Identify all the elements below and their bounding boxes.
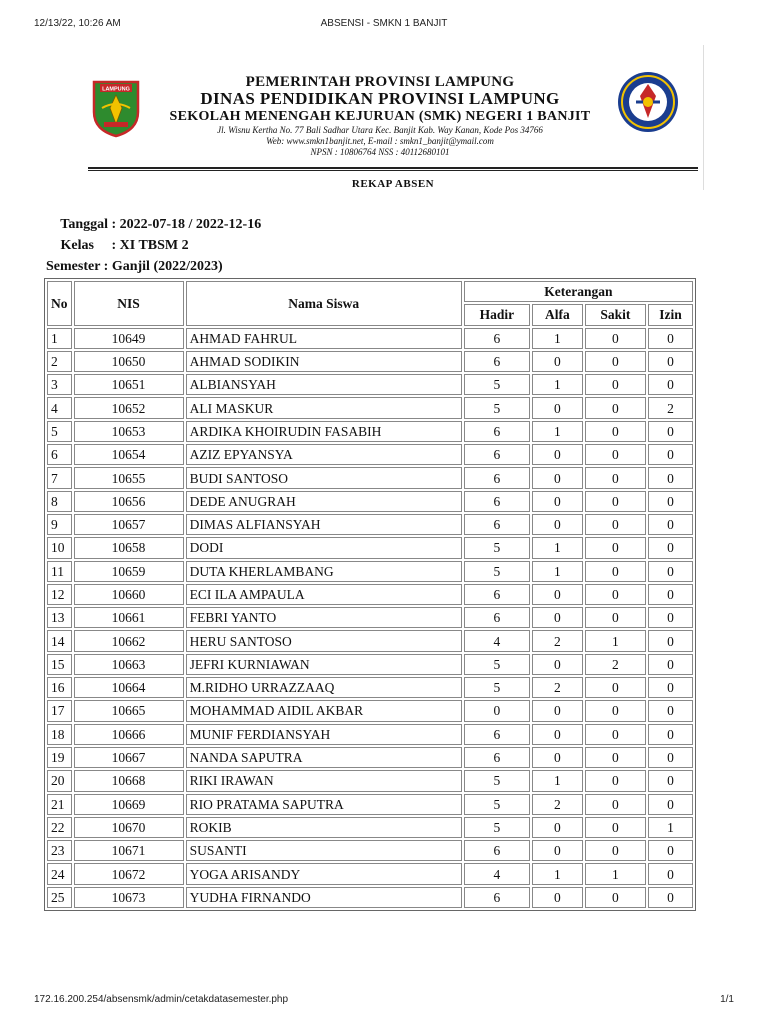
cell-nis: 10670 <box>74 817 184 838</box>
cell-hadir: 6 <box>464 747 530 768</box>
cell-name: MUNIF FERDIANSYAH <box>186 724 462 745</box>
cell-nis: 10668 <box>74 770 184 791</box>
lh-address: Jl. Wisnu Kertha No. 77 Bali Sadhar Utara Kec. Banjit Kab. Way Kanan, Kode Pos 34766 <box>217 125 543 135</box>
cell-hadir: 4 <box>464 630 530 651</box>
cell-sakit: 0 <box>585 397 646 418</box>
cell-sakit: 2 <box>585 654 646 675</box>
cell-izin: 0 <box>648 491 693 512</box>
cell-izin: 0 <box>648 630 693 651</box>
cell-sakit: 0 <box>585 607 646 628</box>
cell-hadir: 6 <box>464 607 530 628</box>
table-row <box>47 724 693 745</box>
cell-sakit: 0 <box>585 817 646 838</box>
cell-no: 14 <box>47 630 72 651</box>
cell-no: 7 <box>47 467 72 488</box>
cell-name: YOGA ARISANDY <box>186 863 462 884</box>
cell-izin: 0 <box>648 584 693 605</box>
cell-nis: 10657 <box>74 514 184 535</box>
cell-name: ALI MASKUR <box>186 397 462 418</box>
cell-name: ALBIANSYAH <box>186 374 462 395</box>
cell-sakit: 0 <box>585 374 646 395</box>
letterhead-rule-thin <box>88 170 698 171</box>
cell-no: 23 <box>47 840 72 861</box>
cell-name: RIKI IRAWAN <box>186 770 462 791</box>
table-row <box>47 887 693 908</box>
attendance-table <box>44 278 696 911</box>
cell-alfa: 0 <box>532 397 583 418</box>
cell-sakit: 0 <box>585 444 646 465</box>
header-sakit: Sakit <box>585 304 646 325</box>
cell-name: AZIZ EPYANSYA <box>186 444 462 465</box>
header-name: Nama Siswa <box>186 281 462 326</box>
cell-izin: 0 <box>648 654 693 675</box>
cell-sakit: 0 <box>585 747 646 768</box>
cell-name: ARDIKA KHOIRUDIN FASABIH <box>186 421 462 442</box>
cell-name: DIMAS ALFIANSYAH <box>186 514 462 535</box>
cell-no: 21 <box>47 794 72 815</box>
cell-hadir: 6 <box>464 840 530 861</box>
cell-nis: 10673 <box>74 887 184 908</box>
meta-tanggal-label: Tanggal <box>60 217 108 232</box>
school-emblem-icon <box>616 70 680 134</box>
table-row <box>47 467 693 488</box>
cell-no: 16 <box>47 677 72 698</box>
print-page-number: 1/1 <box>720 994 734 1005</box>
meta-semester-label: Semester <box>46 259 101 274</box>
cell-name: JEFRI KURNIAWAN <box>186 654 462 675</box>
cell-sakit: 0 <box>585 794 646 815</box>
cell-name: M.RIDHO URRAZZAAQ <box>186 677 462 698</box>
cell-alfa: 1 <box>532 421 583 442</box>
cell-izin: 0 <box>648 537 693 558</box>
cell-no: 17 <box>47 700 72 721</box>
cell-alfa: 0 <box>532 817 583 838</box>
cell-sakit: 0 <box>585 328 646 349</box>
header-keterangan: Keterangan <box>464 281 693 302</box>
cell-hadir: 6 <box>464 467 530 488</box>
cell-alfa: 0 <box>532 724 583 745</box>
cell-hadir: 6 <box>464 421 530 442</box>
cell-no: 12 <box>47 584 72 605</box>
cell-alfa: 0 <box>532 887 583 908</box>
cell-no: 15 <box>47 654 72 675</box>
cell-alfa: 0 <box>532 491 583 512</box>
cell-alfa: 0 <box>532 607 583 628</box>
meta-kelas-label: Kelas <box>60 238 94 253</box>
cell-sakit: 0 <box>585 514 646 535</box>
cell-name: DEDE ANUGRAH <box>186 491 462 512</box>
cell-izin: 0 <box>648 840 693 861</box>
table-row <box>47 794 693 815</box>
cell-no: 11 <box>47 561 72 582</box>
cell-hadir: 6 <box>464 491 530 512</box>
print-header <box>0 14 768 28</box>
cell-izin: 1 <box>648 817 693 838</box>
cell-izin: 0 <box>648 794 693 815</box>
cell-no: 19 <box>47 747 72 768</box>
cell-name: AHMAD SODIKIN <box>186 351 462 372</box>
meta-semester-value: : Ganjil (2022/2023) <box>103 259 223 274</box>
cell-no: 6 <box>47 444 72 465</box>
cell-no: 4 <box>47 397 72 418</box>
cell-hadir: 6 <box>464 351 530 372</box>
cell-izin: 0 <box>648 607 693 628</box>
cell-sakit: 0 <box>585 677 646 698</box>
print-url: 172.16.200.254/absensmk/admin/cetakdatasemester.php <box>34 994 289 1005</box>
table-row <box>47 514 693 535</box>
table-row <box>47 770 693 791</box>
cell-nis: 10649 <box>74 328 184 349</box>
meta-kelas <box>46 235 261 256</box>
cell-izin: 0 <box>648 700 693 721</box>
cell-izin: 0 <box>648 887 693 908</box>
cell-name: ROKIB <box>186 817 462 838</box>
cell-name: ECI ILA AMPAULA <box>186 584 462 605</box>
table-header-row <box>47 281 693 302</box>
cell-izin: 0 <box>648 863 693 884</box>
cell-sakit: 0 <box>585 840 646 861</box>
header-hadir: Hadir <box>464 304 530 325</box>
cell-sakit: 0 <box>585 584 646 605</box>
header-nis: NIS <box>74 281 184 326</box>
crest-label: LAMPUNG <box>102 86 130 93</box>
cell-no: 5 <box>47 421 72 442</box>
cell-no: 20 <box>47 770 72 791</box>
cell-no: 22 <box>47 817 72 838</box>
table-body <box>47 328 693 908</box>
cell-name: NANDA SAPUTRA <box>186 747 462 768</box>
table-row <box>47 561 693 582</box>
table-row <box>47 491 693 512</box>
cell-izin: 0 <box>648 444 693 465</box>
cell-alfa: 2 <box>532 677 583 698</box>
cell-name: AHMAD FAHRUL <box>186 328 462 349</box>
cell-nis: 10672 <box>74 863 184 884</box>
cell-izin: 2 <box>648 397 693 418</box>
cell-name: MOHAMMAD AIDIL AKBAR <box>186 700 462 721</box>
cell-alfa: 1 <box>532 770 583 791</box>
table-row <box>47 677 693 698</box>
cell-name: DODI <box>186 537 462 558</box>
cell-no: 8 <box>47 491 72 512</box>
cell-izin: 0 <box>648 514 693 535</box>
cell-hadir: 5 <box>464 817 530 838</box>
cell-hadir: 5 <box>464 561 530 582</box>
cell-hadir: 4 <box>464 863 530 884</box>
cell-sakit: 0 <box>585 351 646 372</box>
cell-izin: 0 <box>648 351 693 372</box>
cell-sakit: 0 <box>585 467 646 488</box>
meta-tanggal-value: : 2022-07-18 / 2022-12-16 <box>111 217 262 232</box>
cell-nis: 10656 <box>74 491 184 512</box>
table-row <box>47 421 693 442</box>
cell-hadir: 0 <box>464 700 530 721</box>
table-row <box>47 747 693 768</box>
table-row <box>47 374 693 395</box>
table-row <box>47 700 693 721</box>
cell-sakit: 1 <box>585 630 646 651</box>
cell-sakit: 0 <box>585 724 646 745</box>
cell-no: 24 <box>47 863 72 884</box>
letterhead-rule <box>88 167 698 169</box>
cell-nis: 10666 <box>74 724 184 745</box>
meta-kelas-value: : XI TBSM 2 <box>111 238 189 253</box>
cell-no: 1 <box>47 328 72 349</box>
cell-name: DUTA KHERLAMBANG <box>186 561 462 582</box>
lampung-crest-icon <box>90 78 142 138</box>
table-row <box>47 840 693 861</box>
cell-izin: 0 <box>648 747 693 768</box>
cell-alfa: 1 <box>532 561 583 582</box>
cell-sakit: 0 <box>585 770 646 791</box>
letterhead-text <box>150 74 610 158</box>
cell-nis: 10650 <box>74 351 184 372</box>
cell-izin: 0 <box>648 724 693 745</box>
cell-hadir: 5 <box>464 397 530 418</box>
cell-izin: 0 <box>648 677 693 698</box>
table-row <box>47 817 693 838</box>
cell-name: BUDI SANTOSO <box>186 467 462 488</box>
cell-alfa: 0 <box>532 700 583 721</box>
cell-hadir: 6 <box>464 514 530 535</box>
cell-alfa: 0 <box>532 444 583 465</box>
meta-semester <box>46 256 261 277</box>
table-row <box>47 537 693 558</box>
table-row <box>47 584 693 605</box>
cell-no: 18 <box>47 724 72 745</box>
attendance-table-wrap <box>44 278 696 911</box>
cell-alfa: 0 <box>532 654 583 675</box>
cell-sakit: 0 <box>585 887 646 908</box>
cell-izin: 0 <box>648 421 693 442</box>
cell-alfa: 0 <box>532 514 583 535</box>
cell-nis: 10665 <box>74 700 184 721</box>
cell-nis: 10662 <box>74 630 184 651</box>
cell-izin: 0 <box>648 328 693 349</box>
cell-nis: 10667 <box>74 747 184 768</box>
cell-nis: 10669 <box>74 794 184 815</box>
cell-name: RIO PRATAMA SAPUTRA <box>186 794 462 815</box>
cell-hadir: 5 <box>464 794 530 815</box>
cell-no: 2 <box>47 351 72 372</box>
cell-hadir: 5 <box>464 770 530 791</box>
lh-government: PEMERINTAH PROVINSI LAMPUNG <box>245 74 515 90</box>
lh-web-email: Web: www.smkn1banjit.net, E-mail : smkn1_banjit@ymail.com <box>266 136 494 146</box>
cell-nis: 10671 <box>74 840 184 861</box>
cell-nis: 10655 <box>74 467 184 488</box>
cell-sakit: 1 <box>585 863 646 884</box>
cell-sakit: 0 <box>585 537 646 558</box>
table-row <box>47 607 693 628</box>
doc-title: REKAP ABSEN <box>351 178 435 190</box>
cell-nis: 10654 <box>74 444 184 465</box>
table-row <box>47 351 693 372</box>
cell-alfa: 1 <box>532 328 583 349</box>
cell-no: 13 <box>47 607 72 628</box>
cell-alfa: 0 <box>532 840 583 861</box>
cell-izin: 0 <box>648 374 693 395</box>
print-page-title: ABSENSI - SMKN 1 BANJIT <box>320 18 448 29</box>
cell-name: YUDHA FIRNANDO <box>186 887 462 908</box>
header-alfa: Alfa <box>532 304 583 325</box>
cell-alfa: 0 <box>532 584 583 605</box>
cell-nis: 10651 <box>74 374 184 395</box>
cell-alfa: 0 <box>532 747 583 768</box>
cell-hadir: 6 <box>464 887 530 908</box>
cell-nis: 10659 <box>74 561 184 582</box>
cell-no: 3 <box>47 374 72 395</box>
lh-npsn: NPSN : 10806764 NSS : 40112680101 <box>310 147 450 157</box>
cell-izin: 0 <box>648 561 693 582</box>
report-meta <box>46 214 261 277</box>
cell-alfa: 1 <box>532 863 583 884</box>
header-izin: Izin <box>648 304 693 325</box>
cell-hadir: 6 <box>464 724 530 745</box>
table-row <box>47 654 693 675</box>
cell-hadir: 6 <box>464 328 530 349</box>
cell-nis: 10653 <box>74 421 184 442</box>
cell-hadir: 5 <box>464 677 530 698</box>
cell-alfa: 2 <box>532 630 583 651</box>
cell-sakit: 0 <box>585 561 646 582</box>
cell-no: 9 <box>47 514 72 535</box>
cell-hadir: 6 <box>464 584 530 605</box>
cell-nis: 10661 <box>74 607 184 628</box>
cell-nis: 10652 <box>74 397 184 418</box>
cell-hadir: 5 <box>464 537 530 558</box>
side-rule <box>703 45 704 190</box>
cell-no: 25 <box>47 887 72 908</box>
cell-alfa: 1 <box>532 374 583 395</box>
cell-nis: 10660 <box>74 584 184 605</box>
cell-hadir: 5 <box>464 374 530 395</box>
lh-department: DINAS PENDIDIKAN PROVINSI LAMPUNG <box>200 89 560 108</box>
cell-name: HERU SANTOSO <box>186 630 462 651</box>
header-no: No <box>47 281 72 326</box>
cell-sakit: 0 <box>585 700 646 721</box>
cell-alfa: 0 <box>532 351 583 372</box>
cell-nis: 10658 <box>74 537 184 558</box>
cell-name: FEBRI YANTO <box>186 607 462 628</box>
cell-nis: 10663 <box>74 654 184 675</box>
table-row <box>47 444 693 465</box>
table-row <box>47 328 693 349</box>
letterhead <box>80 70 690 170</box>
cell-izin: 0 <box>648 467 693 488</box>
cell-hadir: 6 <box>464 444 530 465</box>
cell-nis: 10664 <box>74 677 184 698</box>
cell-sakit: 0 <box>585 421 646 442</box>
cell-name: SUSANTI <box>186 840 462 861</box>
meta-tanggal <box>46 214 261 235</box>
cell-alfa: 2 <box>532 794 583 815</box>
table-row <box>47 630 693 651</box>
table-row <box>47 863 693 884</box>
cell-alfa: 1 <box>532 537 583 558</box>
print-datetime: 12/13/22, 10:26 AM <box>34 18 121 29</box>
cell-sakit: 0 <box>585 491 646 512</box>
cell-alfa: 0 <box>532 467 583 488</box>
cell-hadir: 5 <box>464 654 530 675</box>
table-row <box>47 397 693 418</box>
cell-izin: 0 <box>648 770 693 791</box>
lh-school-name: SEKOLAH MENENGAH KEJURUAN (SMK) NEGERI 1 BANJIT <box>169 109 591 124</box>
cell-no: 10 <box>47 537 72 558</box>
